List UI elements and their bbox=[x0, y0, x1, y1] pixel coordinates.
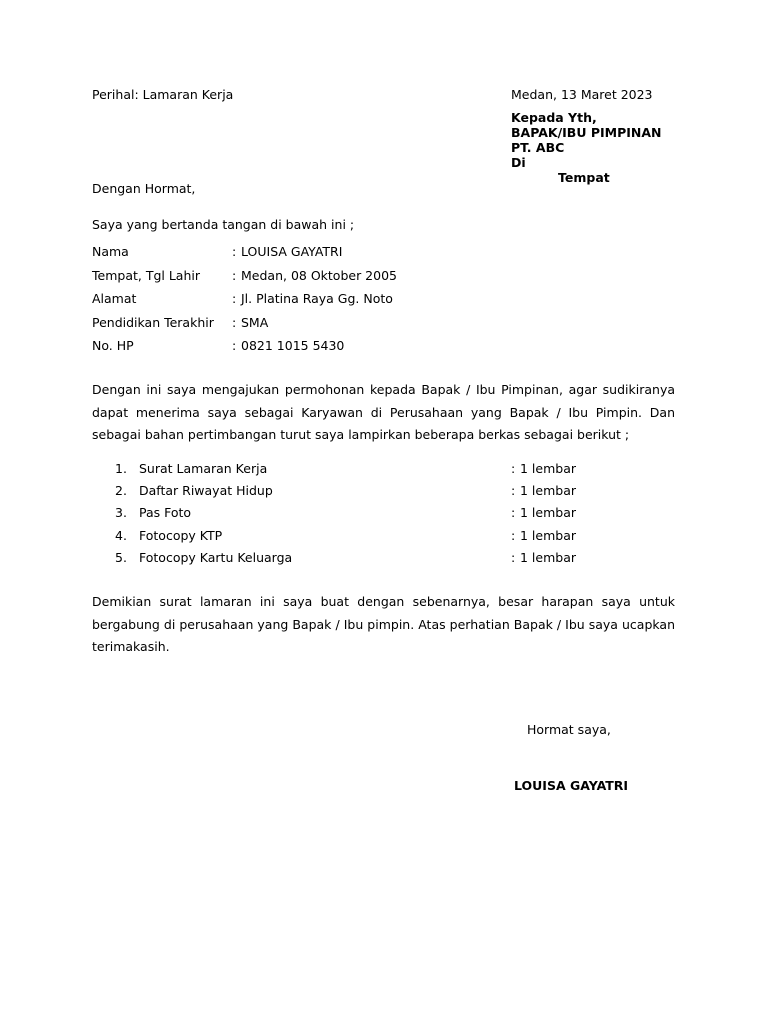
attachment-separator: : bbox=[511, 527, 516, 543]
identity-separator: : bbox=[232, 314, 237, 330]
identity-label: No. HP bbox=[92, 338, 134, 353]
identity-value: LOUISA GAYATRI bbox=[241, 244, 343, 259]
attachment-quantity: 1 lembar bbox=[520, 549, 576, 565]
attachment-number: 3. bbox=[115, 505, 127, 521]
identity-separator: : bbox=[232, 291, 237, 306]
identity-label: Tempat, Tgl Lahir bbox=[92, 267, 200, 283]
identity-separator: : bbox=[232, 244, 237, 259]
attachment-separator: : bbox=[511, 483, 516, 499]
identity-label: Nama bbox=[92, 244, 129, 259]
attachment-quantity: 1 lembar bbox=[520, 527, 576, 543]
recipient-di: Di bbox=[511, 155, 526, 170]
closing-greeting: Hormat saya, bbox=[527, 722, 611, 737]
identity-separator: : bbox=[232, 338, 237, 353]
body-paragraph-request: Dengan ini saya mengajukan permohonan kepada Bapak / Ibu Pimpinan, agar sudikiranya dapat menerima saya sebagai Karyawan di Perusahaan yang Bapak / Ibu Pimpin. Dan sebagai bahan pertimbangan turut saya lampirkan beberapa berkas sebagai berikut ; bbox=[92, 382, 675, 442]
body-paragraph-closing: Demikian surat lamaran ini saya buat dengan sebenarnya, besar harapan saya untuk bergabung di perusahaan yang Bapak / Ibu pimpin. Atas perhatian Bapak / Ibu saya ucapkan terimakasih. bbox=[92, 594, 675, 654]
attachment-name: Daftar Riwayat Hidup bbox=[139, 483, 273, 499]
attachment-item bbox=[92, 550, 692, 572]
identity-value: Jl. Platina Raya Gg. Noto bbox=[241, 291, 393, 306]
attachment-number: 2. bbox=[115, 483, 127, 499]
attachment-item bbox=[92, 505, 692, 527]
attachment-separator: : bbox=[511, 505, 516, 521]
identity-separator: : bbox=[232, 267, 237, 283]
recipient-greeting: Kepada Yth, bbox=[511, 110, 597, 125]
letter-date: Medan, 13 Maret 2023 bbox=[511, 87, 653, 102]
intro-line: Saya yang bertanda tangan di bawah ini ; bbox=[92, 217, 355, 232]
identity-value: SMA bbox=[241, 314, 269, 330]
attachment-number: 5. bbox=[115, 549, 127, 565]
attachment-quantity: 1 lembar bbox=[520, 461, 576, 476]
letter-subject: Perihal: Lamaran Kerja bbox=[92, 87, 234, 102]
attachment-separator: : bbox=[511, 461, 516, 476]
recipient-place: Tempat bbox=[558, 170, 610, 185]
recipient-title: BAPAK/IBU PIMPINAN bbox=[511, 125, 662, 140]
attachment-name: Pas Foto bbox=[139, 505, 192, 521]
recipient-company: PT. ABC bbox=[511, 140, 565, 155]
identity-label: Alamat bbox=[92, 291, 137, 306]
identity-label: Pendidikan Terakhir bbox=[92, 314, 214, 330]
attachment-item bbox=[92, 483, 692, 505]
attachment-name: Surat Lamaran Kerja bbox=[139, 461, 268, 476]
signer-name: LOUISA GAYATRI bbox=[514, 778, 629, 793]
attachment-item bbox=[92, 461, 692, 483]
attachment-list bbox=[92, 461, 692, 572]
attachment-name: Fotocopy KTP bbox=[139, 527, 223, 543]
attachment-quantity: 1 lembar bbox=[520, 505, 576, 521]
attachment-item bbox=[92, 528, 692, 550]
identity-value: Medan, 08 Oktober 2005 bbox=[241, 267, 397, 283]
recipient-block bbox=[511, 110, 661, 185]
attachment-quantity: 1 lembar bbox=[520, 483, 576, 499]
salutation: Dengan Hormat, bbox=[92, 181, 196, 196]
attachment-number: 1. bbox=[115, 461, 127, 476]
attachment-number: 4. bbox=[115, 527, 127, 543]
identity-value: 0821 1015 5430 bbox=[241, 338, 345, 353]
attachment-name: Fotocopy Kartu Keluarga bbox=[139, 549, 293, 565]
attachment-separator: : bbox=[511, 549, 516, 565]
